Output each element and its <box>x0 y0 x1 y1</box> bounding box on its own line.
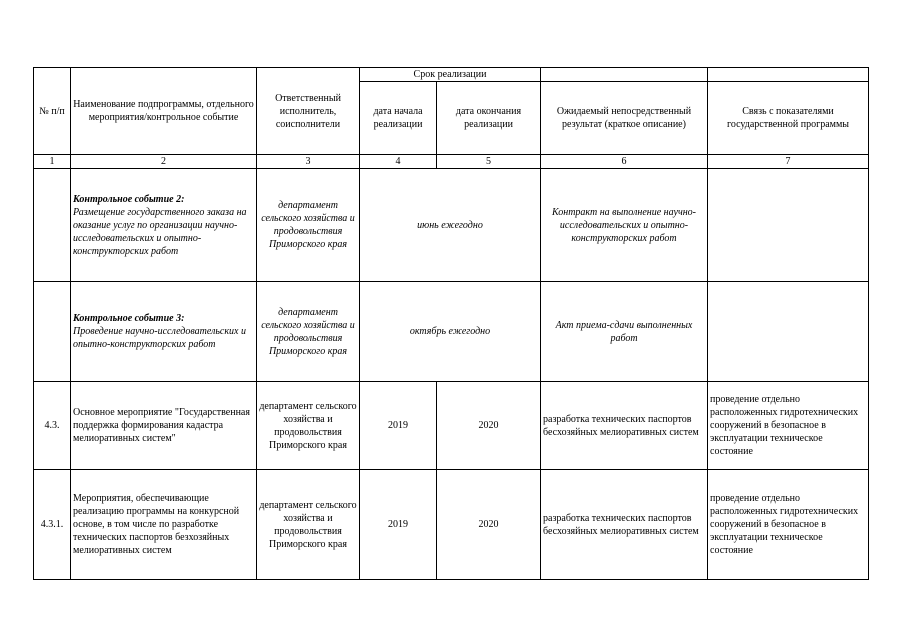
row-title: Контрольное событие 3: <box>73 313 185 324</box>
header-link-top <box>708 68 869 82</box>
row-name: Мероприятия, обеспечивающие реализацию программы на конкурсной основе, в том числе по разработке технических паспортов безхозяйных мелиоративных систем <box>71 470 257 580</box>
program-table <box>33 67 869 580</box>
row-num <box>34 282 71 382</box>
row-link <box>708 169 869 282</box>
row-name-text: Размещение государственного заказа на оказание услуг по организации научно-исследовательских и опытно-конструкторских работ <box>73 206 247 257</box>
header-executor: Ответственный исполнитель, соисполнители <box>257 68 360 155</box>
header-result-top <box>541 68 708 82</box>
row-executor: департамент сельского хозяйства и продовольствия Приморского края <box>257 382 360 470</box>
table-row <box>34 382 869 470</box>
row-end: 2020 <box>437 470 541 580</box>
row-link <box>708 282 869 382</box>
table-row <box>34 470 869 580</box>
row-num: 4.3. <box>34 382 71 470</box>
header-period: Срок реализации <box>360 68 541 82</box>
col-number: 2 <box>71 155 257 169</box>
col-number: 3 <box>257 155 360 169</box>
row-name <box>71 282 257 382</box>
header-num: № п/п <box>34 68 71 155</box>
col-number: 1 <box>34 155 71 169</box>
row-period: июнь ежегодно <box>360 169 541 282</box>
row-name <box>71 169 257 282</box>
col-number: 6 <box>541 155 708 169</box>
header-start: дата начала реализации <box>360 82 437 155</box>
header-link: Связь с показателями государственной программы <box>708 82 869 155</box>
row-end: 2020 <box>437 382 541 470</box>
row-link: проведение отдельно расположенных гидротехнических сооружений в безопасное в эксплуатации техническое состояние <box>708 382 869 470</box>
row-num: 4.3.1. <box>34 470 71 580</box>
row-result: Акт приема-сдачи выполненных работ <box>541 282 708 382</box>
row-period: октябрь ежегодно <box>360 282 541 382</box>
header-result: Ожидаемый непосредственный результат (краткое описание) <box>541 82 708 155</box>
row-result: разработка технических паспортов бесхозяйных мелиоративных систем <box>541 470 708 580</box>
row-num <box>34 169 71 282</box>
row-result: Контракт на выполнение научно-исследовательских и опытно-конструкторских работ <box>541 169 708 282</box>
row-link: проведение отдельно расположенных гидротехнических сооружений в безопасное в эксплуатации техническое состояние <box>708 470 869 580</box>
row-name-text: Проведение научно-исследовательских и опытно-конструкторских работ <box>73 326 246 350</box>
col-number: 4 <box>360 155 437 169</box>
row-start: 2019 <box>360 382 437 470</box>
row-name: Основное мероприятие "Государственная поддержка формирования кадастра мелиоративных систем" <box>71 382 257 470</box>
header-end: дата окончания реализации <box>437 82 541 155</box>
row-executor: департамент сельского хозяйства и продовольствия Приморского края <box>257 169 360 282</box>
col-number: 7 <box>708 155 869 169</box>
header-name: Наименование подпрограммы, отдельного мероприятия/контрольное событие <box>71 68 257 155</box>
row-executor: департамент сельского хозяйства и продовольствия Приморского края <box>257 470 360 580</box>
row-start: 2019 <box>360 470 437 580</box>
table-row <box>34 282 869 382</box>
row-executor: департамент сельского хозяйства и продовольствия Приморского края <box>257 282 360 382</box>
table-row <box>34 169 869 282</box>
row-result: разработка технических паспортов бесхозяйных мелиоративных систем <box>541 382 708 470</box>
col-number: 5 <box>437 155 541 169</box>
row-title: Контрольное событие 2: <box>73 193 185 205</box>
